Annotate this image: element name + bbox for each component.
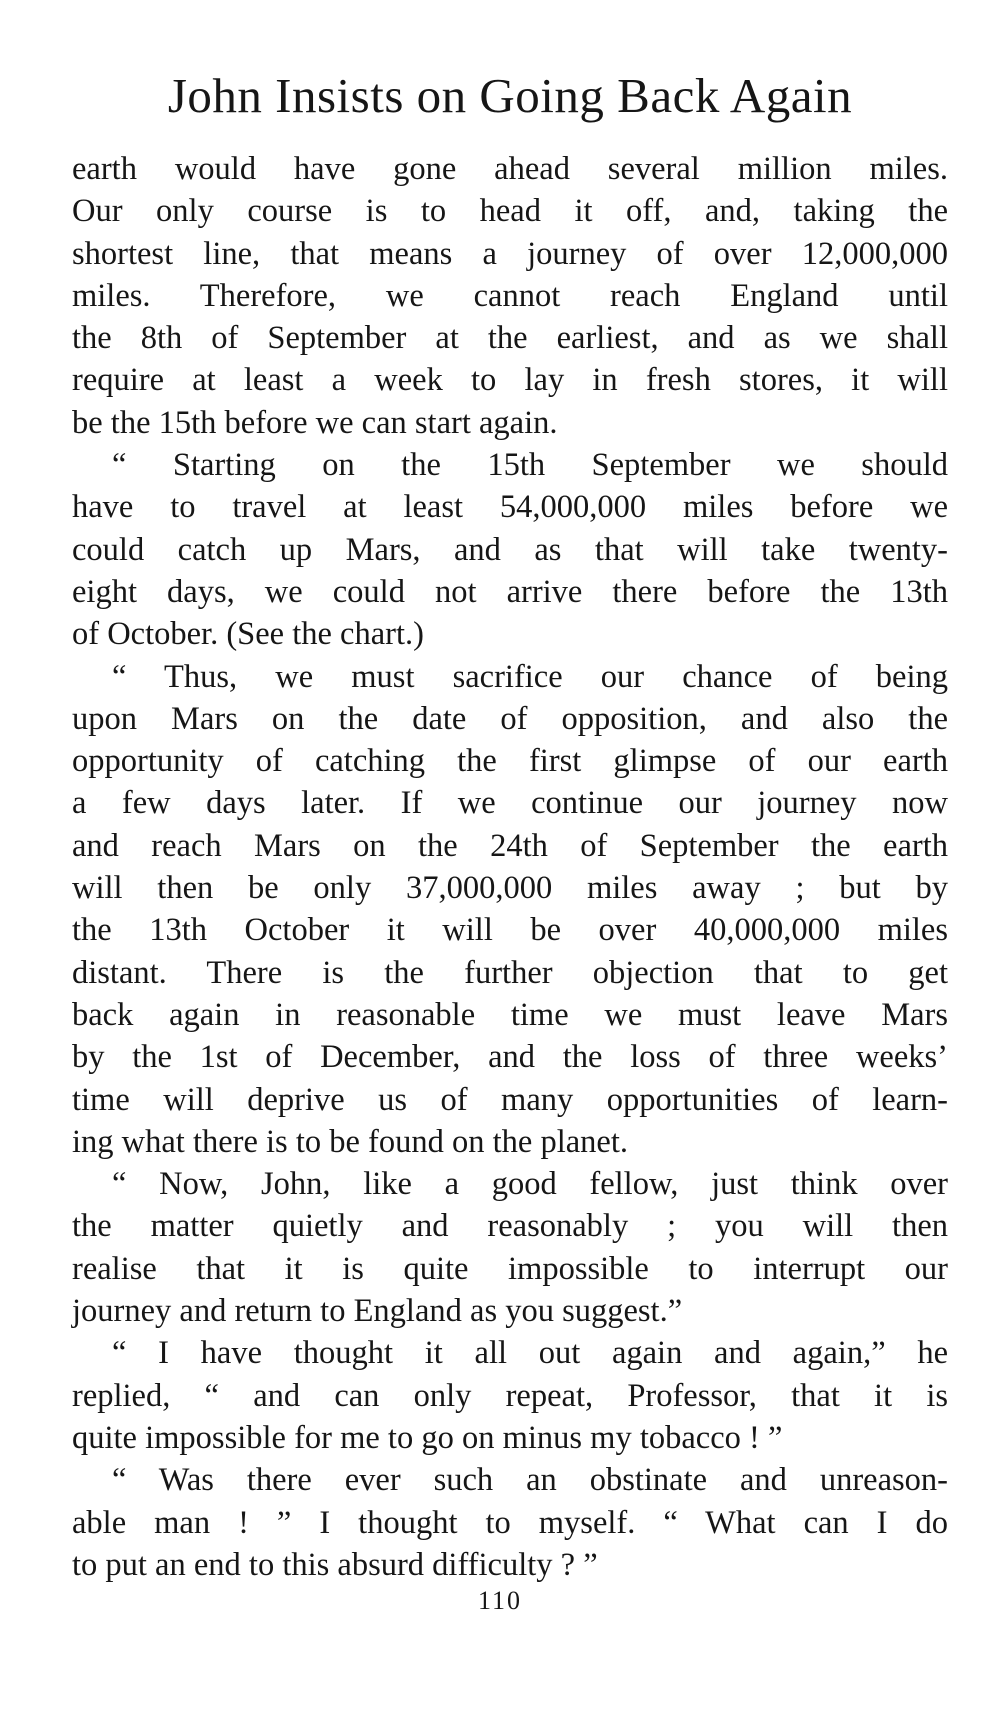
paragraph-first-line: “ Starting on the 15th September we should <box>112 447 948 484</box>
text-line: have to travel at least 54,000,000 miles before we <box>72 489 948 526</box>
text-line: eight days, we could not arrive there before the 13th <box>72 573 948 610</box>
text-line: the 13th October it will be over 40,000,000 miles <box>72 912 948 949</box>
text-line: of October. (See the chart.) <box>72 616 424 653</box>
text-line: back again in reasonable time we must leave Mars <box>72 996 948 1033</box>
body-text <box>72 148 948 1586</box>
text-line: the matter quietly and reasonably ; you will then <box>72 1208 948 1245</box>
text-line: shortest line, that means a journey of over 12,000,000 <box>72 235 948 272</box>
text-line: time will deprive us of many opportunities of learn- <box>72 1081 948 1118</box>
text-line: quite impossible for me to go on minus my tobacco ! ” <box>72 1419 783 1456</box>
text-line: by the 1st of December, and the loss of three weeks’ <box>72 1039 948 1076</box>
text-line: opportunity of catching the first glimpse of our earth <box>72 743 948 780</box>
text-line: the 8th of September at the earliest, and as we shall <box>72 320 948 357</box>
paragraph-first-line: “ I have thought it all out again and again,” he <box>112 1335 948 1372</box>
text-line: realise that it is quite impossible to interrupt our <box>72 1250 948 1287</box>
text-line: be the 15th before we can start again. <box>72 404 558 441</box>
text-line: will then be only 37,000,000 miles away ; but by <box>72 870 948 907</box>
text-line: distant. There is the further objection that to get <box>72 954 948 991</box>
text-line: journey and return to England as you suggest.” <box>72 1293 683 1330</box>
text-line: earth would have gone ahead several million miles. <box>72 151 948 187</box>
text-line: require at least a week to lay in fresh stores, it will <box>72 362 948 399</box>
text-line: a few days later. If we continue our journey now <box>72 785 948 822</box>
text-line: could catch up Mars, and as that will take twenty- <box>72 531 948 568</box>
text-line: to put an end to this absurd difficulty ? ” <box>72 1546 598 1583</box>
text-line: able man ! ” I thought to myself. “ What can I do <box>72 1504 948 1541</box>
paragraph-first-line: “ Thus, we must sacrifice our chance of being <box>112 658 948 695</box>
text-line: and reach Mars on the 24th of September the earth <box>72 827 948 864</box>
text-line: miles. Therefore, we cannot reach England until <box>72 277 948 314</box>
text-line: ing what there is to be found on the planet. <box>72 1123 628 1160</box>
paragraph-first-line: “ Now, John, like a good fellow, just think over <box>112 1166 948 1203</box>
paragraph-first-line: “ Was there ever such an obstinate and unreason- <box>112 1462 948 1499</box>
text-line: Our only course is to head it off, and, taking the <box>72 193 948 230</box>
page-number: 110 <box>477 1586 523 1615</box>
text-line: upon Mars on the date of opposition, and also the <box>72 700 948 737</box>
text-line: replied, “ and can only repeat, Professor, that it is <box>72 1377 948 1414</box>
running-head: John Insists on Going Back Again <box>167 68 853 123</box>
